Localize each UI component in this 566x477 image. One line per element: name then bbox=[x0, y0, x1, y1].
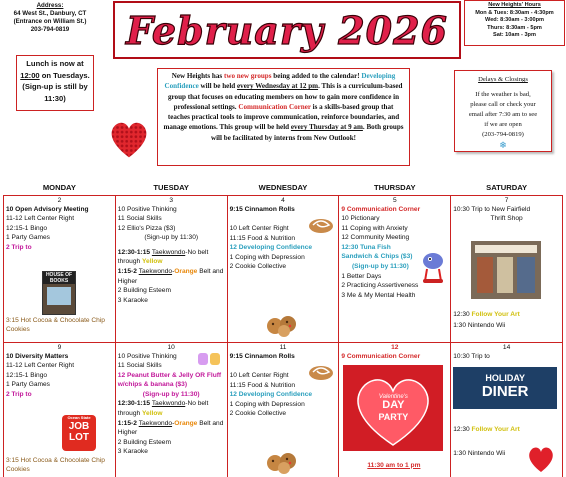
event-time: 12:30 bbox=[453, 425, 472, 433]
delays-closings-box bbox=[454, 70, 552, 152]
cinnamon-roll-icon bbox=[308, 214, 334, 234]
heart-icon bbox=[106, 116, 152, 162]
delays-line: If the weather is bad, bbox=[475, 91, 531, 98]
event: 1 Coping with Depression bbox=[229, 400, 305, 408]
news-text: will be held bbox=[198, 82, 238, 91]
party-text: PARTY bbox=[378, 411, 409, 422]
event-title: Taekwondo bbox=[151, 400, 186, 408]
event-communication-corner: 9 Communication Corner bbox=[341, 205, 421, 213]
event-note: (Sign-up by 11:30) bbox=[351, 263, 409, 271]
cookies-icon bbox=[266, 314, 300, 338]
party-text: DAY bbox=[382, 398, 405, 411]
event: 12:15-1 Bingo bbox=[6, 371, 48, 379]
fish-sandwich-icon bbox=[421, 251, 445, 285]
event: 11:15 Food & Nutrition bbox=[229, 381, 296, 389]
sandwich-icon bbox=[196, 349, 222, 367]
belt-color: Yellow bbox=[142, 410, 163, 418]
event: 3 Karaoke bbox=[117, 448, 148, 456]
lunch-time: 12:00 bbox=[20, 70, 40, 80]
event-title: Taekwondo bbox=[138, 268, 173, 276]
event-time: 1:15-2 bbox=[117, 268, 139, 276]
news-text: is a skills-based group that teaches practical tools to improve communication, reinforce boundaries, and manage emotions. This group will be held bbox=[163, 102, 400, 132]
news-group-name: Developing Confidence bbox=[164, 72, 396, 91]
diner-text: HOLIDAY bbox=[485, 372, 526, 383]
event: 12 Community Meeting bbox=[341, 234, 410, 242]
event-trip: 2 Trip to bbox=[6, 390, 32, 398]
event: 11:15 Food & Nutrition bbox=[229, 234, 296, 242]
day-cell-feb-14 bbox=[451, 342, 563, 477]
event-lunch: 12 Peanut Butter & Jelly OR Fluff w/chips & banana ($3) bbox=[117, 371, 222, 389]
logo-text: LOT bbox=[69, 431, 89, 443]
page-title: February 2026 bbox=[125, 7, 448, 53]
delays-phone: (203-794-0819) bbox=[482, 131, 524, 138]
day-cell-feb-12 bbox=[339, 342, 451, 477]
event: 1 Better Days bbox=[341, 272, 382, 280]
event: 12 Ellio's Pizza ($3) bbox=[117, 224, 176, 232]
delays-line: please call or check your bbox=[470, 101, 536, 108]
day-number: 14 bbox=[502, 343, 511, 351]
holiday-diner-sign bbox=[453, 367, 557, 409]
event-time: 12:30-1:15 bbox=[117, 248, 152, 256]
news-group-name: Communication Corner bbox=[238, 102, 311, 111]
event: 9:15 Cinnamon Rolls bbox=[229, 352, 295, 360]
day-number: 9 bbox=[57, 343, 62, 351]
event-time: 12:30-1:15 bbox=[117, 400, 152, 408]
event-trip: 10:30 Trip to bbox=[453, 352, 490, 360]
event-trip: 2 Trip to bbox=[6, 243, 32, 251]
event: 1 Party Games bbox=[6, 234, 50, 242]
address-label: Address: bbox=[36, 2, 64, 9]
day-number: 4 bbox=[281, 196, 285, 204]
event: 2 Practicing Assertiveness bbox=[341, 282, 419, 290]
day-number: 11 bbox=[279, 343, 287, 351]
day-header-saturday: SATURDAY bbox=[486, 183, 528, 193]
hours-line: Wed: 8:30am - 3:00pm bbox=[485, 17, 544, 24]
event-text: - bbox=[172, 419, 175, 427]
event-taekwondo bbox=[118, 248, 225, 267]
event-time: 1:15-2 bbox=[117, 419, 139, 427]
event-taekwondo bbox=[118, 267, 225, 286]
event: 10 Positive Thinking bbox=[117, 352, 177, 360]
belt-color: Yellow bbox=[142, 258, 163, 266]
event-snack: 3:15 Hot Cocoa & Chocolate Chip Cookies bbox=[6, 316, 105, 334]
day-cell-feb-10 bbox=[115, 342, 227, 477]
bookstore-sign: HOUSE OF BOOKS bbox=[43, 272, 75, 284]
event: 10 Left Center Right bbox=[229, 372, 289, 380]
title-banner bbox=[113, 1, 461, 59]
day-number: 2 bbox=[57, 196, 62, 204]
event: 11-12 Left Center Right bbox=[6, 362, 75, 370]
diner-text: DINER bbox=[481, 382, 529, 400]
valentines-party-image bbox=[343, 365, 443, 451]
lunch-day: on Tuesdays. bbox=[41, 70, 90, 80]
delays-title: Delays & Closings bbox=[478, 76, 528, 83]
cinnamon-roll-icon bbox=[308, 361, 334, 381]
delays-line: email after 7:30 am to see bbox=[468, 111, 538, 118]
event: 1 Party Games bbox=[6, 381, 50, 389]
lunch-line-3: (Sign-up is still by bbox=[22, 82, 88, 91]
event-snack: 3:15 Hot Cocoa & Chocolate Chip Cookies bbox=[6, 456, 105, 474]
calendar-grid bbox=[3, 181, 563, 477]
event-text: - bbox=[172, 268, 175, 276]
news-text: being added to the calendar! bbox=[271, 72, 362, 80]
logo-text: JOB bbox=[68, 420, 90, 432]
address-block bbox=[2, 2, 98, 34]
lunch-line-4: 11:30) bbox=[44, 93, 66, 103]
event: 1 Coping with Depression bbox=[229, 253, 305, 261]
event-communication-corner: 9 Communication Corner bbox=[341, 352, 421, 360]
day-header-monday: MONDAY bbox=[42, 183, 76, 193]
event-developing-confidence: 12 Developing Confidence bbox=[229, 244, 313, 252]
event: 2 Cookie Collective bbox=[229, 263, 287, 271]
event: 3 Me & My Mental Health bbox=[341, 291, 416, 299]
event: 10 Positive Thinking bbox=[117, 205, 177, 213]
event-art bbox=[453, 425, 558, 435]
lunch-notice bbox=[16, 55, 94, 111]
event-note: (Sign-up by 11:30) bbox=[144, 234, 199, 242]
event: 2 Cookie Collective bbox=[229, 410, 287, 418]
event-taekwondo bbox=[118, 419, 225, 438]
event: 2 Building Esteem bbox=[117, 438, 171, 446]
day-number: 5 bbox=[392, 196, 397, 204]
event-title: Taekwondo bbox=[138, 419, 173, 427]
day-header-wednesday: WEDNESDAY bbox=[258, 183, 308, 193]
day-number: 10 bbox=[167, 343, 175, 351]
news-schedule: every Thursday at 9 am bbox=[290, 123, 363, 132]
event-time: 12:30 bbox=[453, 310, 472, 318]
event-art bbox=[453, 310, 558, 320]
hours-line: Sat: 10am - 3pm bbox=[493, 32, 536, 39]
event-trip: 10:30 Trip to New Fairfield bbox=[453, 205, 531, 213]
event: 1:30 Nintendo Wii bbox=[453, 321, 506, 329]
event-text: -No belt through bbox=[117, 248, 209, 266]
day-cell-feb-5 bbox=[339, 195, 451, 342]
event: 9:15 Cinnamon Rolls bbox=[229, 205, 295, 213]
event-developing-confidence: 12 Developing Confidence bbox=[229, 391, 313, 399]
event: 11 Coping with Anxiety bbox=[341, 224, 408, 232]
address-line-2: (Entrance on William St.) bbox=[13, 18, 87, 25]
event: 11 Social Skills bbox=[117, 362, 162, 370]
event: 12:15-1 Bingo bbox=[6, 224, 48, 232]
news-text: . Both groups will be facilitated by interns from New Outlook! bbox=[210, 123, 404, 142]
day-cell-feb-2 bbox=[4, 195, 116, 342]
job-lot-logo bbox=[62, 415, 96, 451]
delays-line: if we are open bbox=[484, 121, 522, 128]
day-cell-feb-11 bbox=[227, 342, 339, 477]
day-number: 12 bbox=[391, 343, 399, 351]
belt-color: Orange bbox=[174, 419, 198, 427]
cookies-icon bbox=[266, 451, 300, 475]
day-header-tuesday: TUESDAY bbox=[153, 183, 189, 193]
lunch-line-2 bbox=[17, 70, 93, 82]
hours-box bbox=[464, 0, 565, 46]
thrift-shop-image bbox=[471, 241, 541, 299]
event-text: Belt and Higher bbox=[117, 419, 224, 437]
event: 11 Social Skills bbox=[117, 215, 162, 223]
event: 10 Left Center Right bbox=[229, 225, 289, 233]
event: 2 Building Esteem bbox=[117, 287, 171, 295]
news-text: . This is a curriculum-based group that focuses on educating members on how to gain more confidence in professional settings. bbox=[167, 82, 403, 111]
heart-icon bbox=[525, 443, 557, 475]
event: 10 Diversity Matters bbox=[6, 352, 69, 360]
event-note: (Sign-up by 11:30) bbox=[142, 390, 200, 398]
day-number: 3 bbox=[169, 196, 174, 204]
event-lunch: 12:30 Tuna Fish Sandwich & Chips ($3) bbox=[341, 243, 413, 261]
event-party-time: 11:30 am to 1 pm bbox=[367, 461, 421, 469]
event: 10 Open Advisory Meeting bbox=[6, 205, 89, 213]
event-title: Taekwondo bbox=[151, 248, 186, 256]
address-line-1: 64 West St., Danbury, CT bbox=[13, 10, 87, 17]
event-text: -No belt through bbox=[117, 400, 209, 418]
event-taekwondo bbox=[118, 399, 225, 418]
bookstore-image bbox=[42, 271, 76, 315]
news-text: New Heights has bbox=[171, 72, 224, 80]
event-trip-location: Thrift Shop bbox=[490, 215, 523, 223]
news-highlight: two new groups bbox=[223, 72, 272, 80]
lunch-line-1: Lunch is now at bbox=[26, 59, 84, 68]
day-cell-feb-4 bbox=[227, 195, 339, 342]
event: 11-12 Left Center Right bbox=[6, 215, 75, 223]
news-schedule: every Wednesday at 12 pm bbox=[237, 82, 319, 91]
belt-color: Orange bbox=[174, 268, 198, 276]
logo-text: Ocean State bbox=[67, 414, 91, 420]
event-text: Belt and Higher bbox=[117, 268, 224, 285]
hours-label: New Heights' Hours bbox=[488, 2, 541, 8]
day-header-thursday: THURSDAY bbox=[374, 183, 416, 193]
day-cell-feb-9 bbox=[4, 342, 116, 477]
snowflake-icon: ❄ bbox=[499, 140, 507, 150]
announcement-box bbox=[157, 68, 410, 166]
day-cell-feb-3 bbox=[115, 195, 227, 342]
event-title: Follow Your Art bbox=[471, 425, 520, 433]
event-title: Follow Your Art bbox=[471, 310, 520, 318]
hours-line: Mon & Tues: 8:30am - 4:30pm bbox=[475, 9, 554, 16]
day-number: 7 bbox=[504, 196, 509, 204]
party-text: Valentine's bbox=[378, 393, 408, 400]
event: 3 Karaoke bbox=[117, 296, 148, 304]
hours-line: Thurs: 8:30am - 5pm bbox=[487, 24, 542, 31]
day-cell-feb-7 bbox=[451, 195, 563, 342]
address-phone: 203-794-0819 bbox=[30, 26, 70, 33]
event: 1:30 Nintendo Wii bbox=[453, 449, 506, 457]
event: 10 Pictionary bbox=[341, 215, 380, 223]
